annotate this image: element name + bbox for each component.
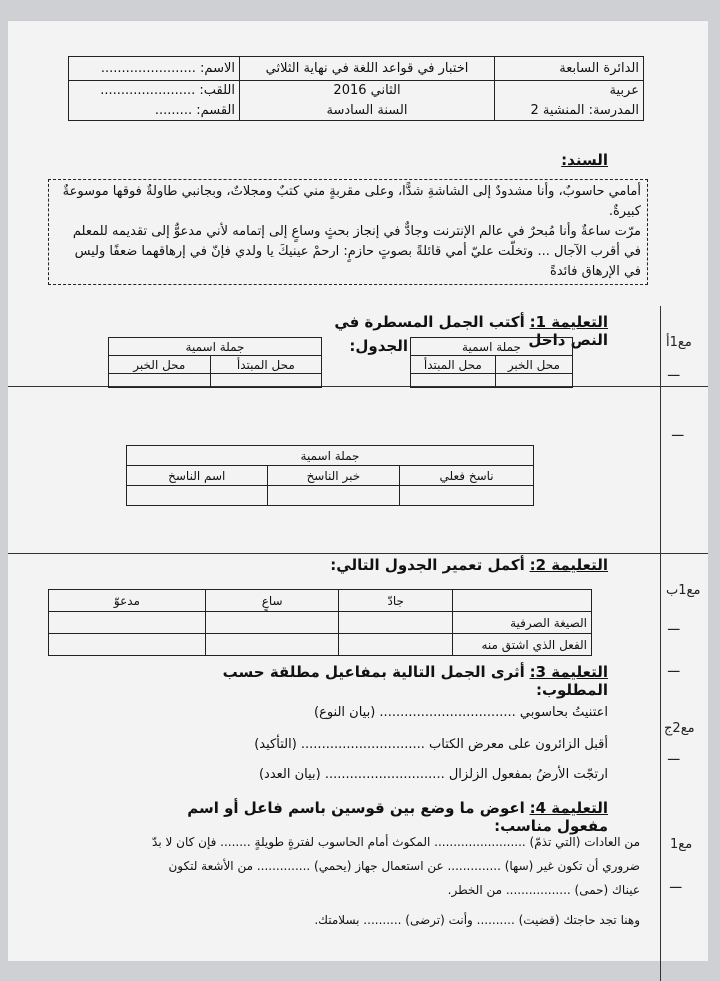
- grade: السنة السادسة: [240, 101, 495, 121]
- task3-line-1: اعتنيتُ بحاسوبي ................................. (بيان النوع): [314, 705, 608, 720]
- exam-paper: [8, 20, 708, 961]
- table-a-col2: محل الخبر: [109, 356, 211, 374]
- section-label: القسم: .........: [69, 101, 240, 121]
- table-a-head: جملة اسمية: [109, 338, 322, 356]
- paragraph-1: أمامي حاسوبٌ، وأنا مشدودٌ إلى الشاشةِ شدًّا، وعلى مقربةٍ مني كتبٌ ومجلاتٌ، وبجانبي طاولةٌ فوقها موسوعةٌ كبيرةٌ.: [62, 184, 641, 219]
- task2-row-1: الصيغة الصرفية: [453, 612, 592, 634]
- table-b: [410, 337, 573, 388]
- section-divider-2: [8, 553, 708, 554]
- task4-title: التعليمة 4:: [529, 799, 608, 817]
- margin-mark: ـــ: [668, 749, 680, 764]
- text-heading: السند:: [561, 151, 608, 169]
- task3-line-2: أقبل الزائرون على معرض الكتاب .............................. (التأكيد): [254, 737, 608, 752]
- table-c-col3: اسم الناسخ: [127, 466, 268, 486]
- header-table: [68, 56, 644, 121]
- table-c-col1: ناسخ فعلي: [400, 466, 534, 486]
- margin-mark: مع2ج: [664, 721, 695, 736]
- margin-mark: ـــ: [670, 877, 682, 892]
- task1-title: التعليمة 1:: [529, 313, 608, 331]
- table-b-col2: محل المبتدأ: [411, 356, 496, 374]
- paragraph-2: مرّت ساعةٌ وأنا مُبحرٌ في عالم الإنترنت وجادٌّ في إنجاز بحثٍ وساعٍ إلى إتمامه لأني مدعوٌّ إلى تقديمه للمعلم في أقرب الآجال ... وتخلّت عليّ أمي قائلةً بصوتٍ حازمٍ: ارحمْ عينيكَ يا ولدي فإنّ في إرهاقهما ضعفًا وليس في الإرهاق فائدةً: [72, 224, 641, 279]
- name-label: الاسم: .......................: [69, 57, 240, 81]
- task4-line-3: عيناك (حمى) ................. من الخطر.: [447, 883, 640, 897]
- exam-title: اختبار في قواعد اللغة في نهاية الثلاثي: [240, 57, 495, 81]
- table-a: [108, 337, 322, 388]
- task4-text: اعوض ما وضع بين قوسين باسم فاعل أو اسم مفعول مناسب:: [187, 799, 608, 835]
- surname-label: اللقب: .......................: [69, 81, 240, 101]
- source-text-box: [48, 179, 648, 285]
- table-c: [126, 445, 534, 506]
- task2-title: التعليمة 2:: [529, 556, 608, 574]
- term: الثاني 2016: [240, 81, 495, 101]
- table-task2: [48, 589, 592, 656]
- task1-text2: الجدول:: [349, 337, 408, 355]
- table-a-col1: محل المبتدأ: [210, 356, 321, 374]
- margin-mark: مع1أ: [666, 335, 692, 350]
- task4-instruction: [138, 799, 608, 835]
- task2-col-1: جادّ: [339, 590, 453, 612]
- margin-mark: ـــ: [668, 619, 680, 634]
- margin-line: [660, 306, 661, 981]
- task2-text: أكمل تعمير الجدول التالي:: [330, 556, 525, 574]
- language: عربية: [495, 81, 644, 101]
- task4-line-2: ضروري أن تكون غير (سها) .............. عن استعمال جهاز (يحمي) .............. من الأشعة لتكون: [168, 859, 640, 873]
- task2-instruction: [258, 556, 608, 574]
- task3-line-3: ارتجّت الأرضُ بمفعول الزلزال ............................. (بيان العدد): [258, 767, 608, 782]
- table-b-head: جملة اسمية: [411, 338, 573, 356]
- margin-mark: مع1: [670, 837, 693, 852]
- task3-text: أثرى الجمل التالية بمفاعيل مطلقة حسب المطلوب:: [222, 663, 608, 699]
- task4-line-4: وهنا تجد حاجتك (قضيت) .......... وأنت (ترضى) .......... بسلامتك.: [314, 913, 640, 927]
- directorate: الدائرة السابعة: [495, 57, 644, 81]
- margin-mark: مع1ب: [666, 583, 701, 598]
- school: المدرسة: المنشية 2: [495, 101, 644, 121]
- table-c-col2: خبر الناسخ: [267, 466, 400, 486]
- task3-title: التعليمة 3:: [529, 663, 608, 681]
- table-c-head: جملة اسمية: [127, 446, 534, 466]
- margin-mark: ـــ: [668, 661, 680, 676]
- task2-col-3: مدعوّ: [49, 590, 206, 612]
- task3-instruction: [188, 663, 608, 699]
- margin-mark: ـــ: [672, 425, 684, 440]
- task4-line-1: من العادات (التي تذمّ) ........................ المكوث أمام الحاسوب لفترةٍ طويلةٍ ........ فإن كان لا بدّ: [152, 835, 640, 849]
- task1-text: أكتب الجمل المسطرة في النص داخل: [334, 313, 608, 349]
- task2-row-2: الفعل الذي اشتق منه: [453, 634, 592, 656]
- table-b-col1: محل الخبر: [495, 356, 572, 374]
- task2-col-2: ساعٍ: [205, 590, 339, 612]
- margin-mark: ـــ: [668, 365, 680, 380]
